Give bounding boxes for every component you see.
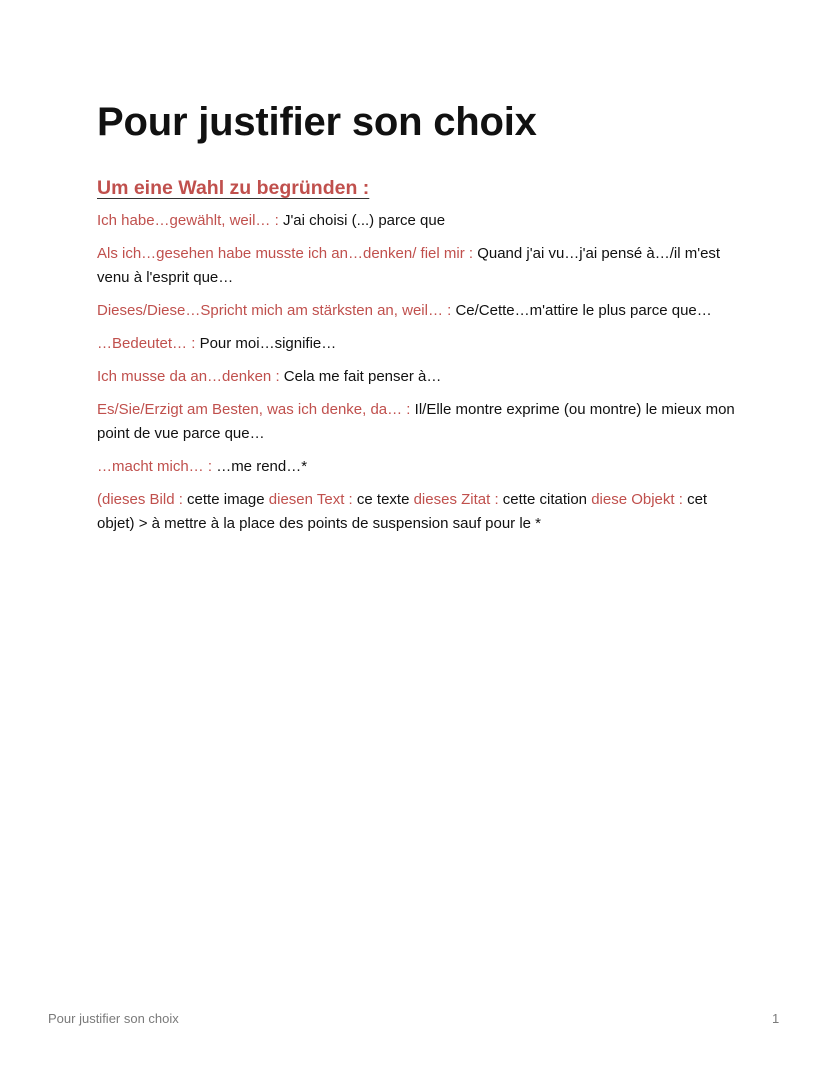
phrase-entry — [97, 365, 737, 389]
page-title: Pour justifier son choix — [97, 100, 537, 144]
section-heading: Um eine Wahl zu begründen : — [97, 177, 370, 199]
french-translation: Ce/Cette…m'attire le plus parce que… — [455, 302, 712, 319]
german-phrase: …Bedeutet… : — [97, 335, 200, 352]
french-translation: …me rend…* — [216, 458, 308, 475]
footer-title: Pour justifier son choix — [48, 1011, 179, 1026]
german-phrase: diese Objekt : — [591, 491, 688, 508]
substitution-note — [97, 488, 737, 536]
german-phrase: Ich musse da an…denken : — [97, 368, 284, 385]
french-translation: Pour moi…signifie… — [199, 335, 337, 352]
french-translation: cette citation — [502, 491, 592, 508]
french-translation: Cela me fait penser à… — [283, 368, 442, 385]
phrase-entry — [97, 209, 737, 233]
german-phrase: Es/Sie/Erzigt am Besten, was ich denke, da… : — [97, 401, 415, 418]
page-content — [97, 96, 737, 545]
phrase-entry — [97, 332, 737, 356]
german-phrase: Ich habe…gewählt, weil… : — [97, 212, 283, 229]
french-translation: cet objet) > à mettre à la place des points de suspension sauf pour le * — [97, 491, 708, 532]
french-translation: cette image — [187, 491, 269, 508]
german-phrase: …macht mich… : — [97, 458, 217, 475]
french-translation: Quand j'ai vu…j'ai pensé à…/il m'est venu à l'esprit que… — [97, 245, 721, 286]
german-phrase: Dieses/Diese…Spricht mich am stärksten an, weil… : — [97, 302, 456, 319]
german-phrase: Als ich…gesehen habe musste ich an…denken/ fiel mir : — [97, 245, 478, 262]
french-translation: ce texte — [356, 491, 414, 508]
phrase-entry — [97, 242, 737, 290]
german-phrase: diesen Text : — [268, 491, 357, 508]
german-phrase: (dieses Bild : — [97, 491, 188, 508]
page-number: 1 — [772, 1011, 780, 1026]
phrase-entry — [97, 455, 737, 479]
french-translation: J'ai choisi (...) parce que — [282, 212, 446, 229]
french-translation: Il/Elle montre exprime (ou montre) le mieux mon point de vue parce que… — [97, 401, 735, 442]
phrase-list — [97, 209, 737, 536]
german-phrase: dieses Zitat : — [413, 491, 503, 508]
phrase-entry — [97, 299, 737, 323]
phrase-entry — [97, 398, 737, 446]
